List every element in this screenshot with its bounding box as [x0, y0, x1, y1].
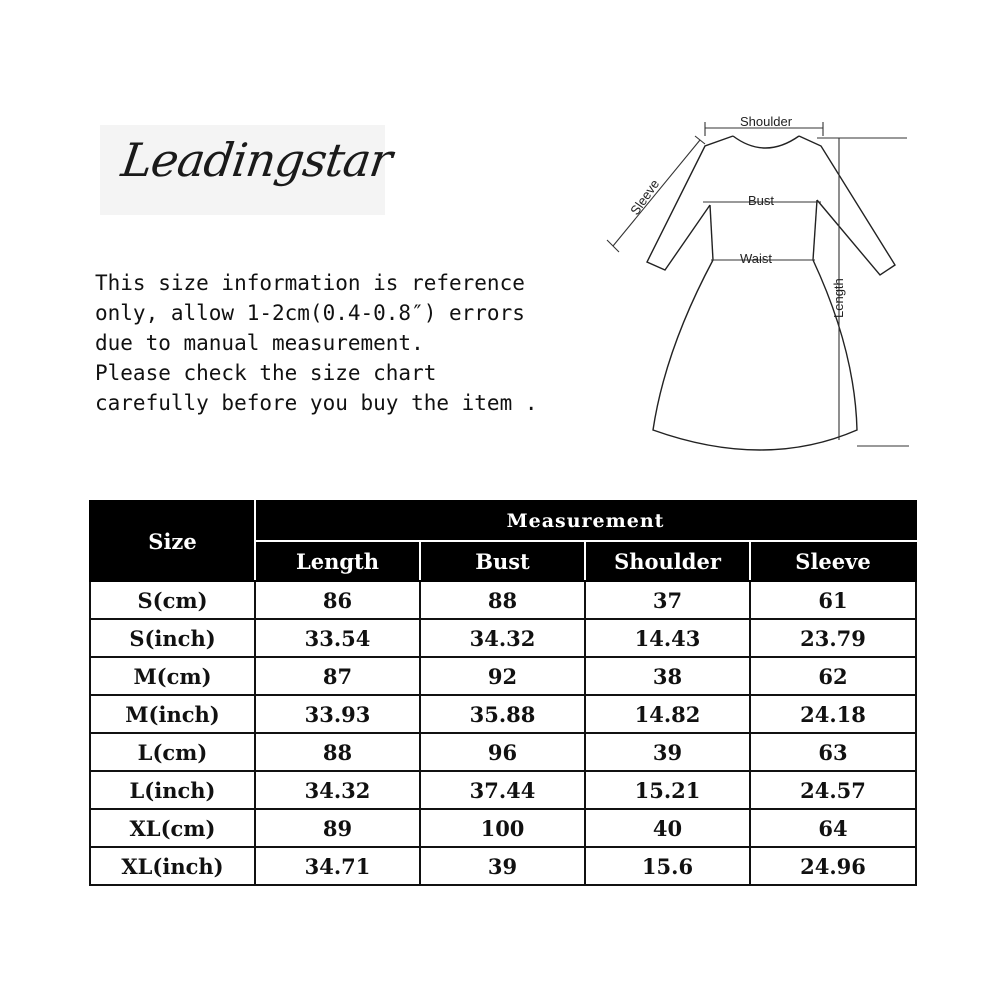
bust-cell: 96 — [420, 733, 585, 771]
table-row — [90, 771, 916, 809]
dress-diagram-svg — [595, 110, 915, 460]
size-cell: XL(inch) — [90, 847, 255, 885]
bust-cell: 92 — [420, 657, 585, 695]
length-cell: 34.71 — [255, 847, 420, 885]
shoulder-cell: 38 — [585, 657, 750, 695]
column-header-sleeve: Sleeve — [750, 541, 916, 581]
size-cell: L(inch) — [90, 771, 255, 809]
column-header-length: Length — [255, 541, 420, 581]
size-cell: M(inch) — [90, 695, 255, 733]
bust-cell: 88 — [420, 581, 585, 619]
sleeve-cell: 62 — [750, 657, 916, 695]
table-row — [90, 695, 916, 733]
column-header-bust: Bust — [420, 541, 585, 581]
sleeve-cell: 63 — [750, 733, 916, 771]
brand-logo-text: Leadingstar — [118, 133, 395, 187]
notice-line: only, allow 1-2cm(0.4-0.8″) errors — [95, 301, 525, 325]
shoulder-cell: 14.43 — [585, 619, 750, 657]
column-header-shoulder: Shoulder — [585, 541, 750, 581]
waist-label: Waist — [740, 251, 773, 266]
sleeve-cell: 24.18 — [750, 695, 916, 733]
length-cell: 88 — [255, 733, 420, 771]
bust-cell: 37.44 — [420, 771, 585, 809]
table-row — [90, 619, 916, 657]
sleeve-cell: 23.79 — [750, 619, 916, 657]
sleeve-cell: 24.96 — [750, 847, 916, 885]
table-row — [90, 733, 916, 771]
sleeve-cell: 61 — [750, 581, 916, 619]
size-cell: S(cm) — [90, 581, 255, 619]
sleeve-cell: 24.57 — [750, 771, 916, 809]
table-row — [90, 847, 916, 885]
bust-label: Bust — [748, 193, 775, 208]
length-cell: 34.32 — [255, 771, 420, 809]
length-label: Length — [831, 278, 846, 318]
bust-cell: 34.32 — [420, 619, 585, 657]
size-notice — [95, 268, 595, 418]
bust-cell: 100 — [420, 809, 585, 847]
shoulder-cell: 15.6 — [585, 847, 750, 885]
sleeve-label: Sleeve — [627, 176, 663, 218]
length-cell: 87 — [255, 657, 420, 695]
dress-outline — [647, 136, 895, 450]
table-row — [90, 809, 916, 847]
shoulder-cell: 37 — [585, 581, 750, 619]
dress-measurement-diagram — [595, 110, 915, 460]
length-cell: 33.93 — [255, 695, 420, 733]
size-cell: L(cm) — [90, 733, 255, 771]
length-cell: 89 — [255, 809, 420, 847]
table-row — [90, 581, 916, 619]
notice-line: carefully before you buy the item . — [95, 391, 538, 415]
measure-lines — [607, 122, 909, 446]
length-cell: 86 — [255, 581, 420, 619]
bust-cell: 39 — [420, 847, 585, 885]
notice-line: Please check the size chart — [95, 361, 437, 385]
length-cell: 33.54 — [255, 619, 420, 657]
sleeve-cell: 64 — [750, 809, 916, 847]
size-chart-table — [89, 500, 917, 886]
shoulder-cell: 40 — [585, 809, 750, 847]
size-header: Size — [90, 501, 255, 581]
brand-logo — [100, 125, 395, 215]
size-cell: XL(cm) — [90, 809, 255, 847]
shoulder-cell: 14.82 — [585, 695, 750, 733]
notice-line: This size information is reference — [95, 271, 525, 295]
table-row — [90, 657, 916, 695]
measurement-header: Measurement — [255, 501, 916, 541]
size-cell: M(cm) — [90, 657, 255, 695]
shoulder-label: Shoulder — [740, 114, 793, 129]
shoulder-cell: 15.21 — [585, 771, 750, 809]
size-cell: S(inch) — [90, 619, 255, 657]
bust-cell: 35.88 — [420, 695, 585, 733]
notice-line: due to manual measurement. — [95, 331, 424, 355]
shoulder-cell: 39 — [585, 733, 750, 771]
